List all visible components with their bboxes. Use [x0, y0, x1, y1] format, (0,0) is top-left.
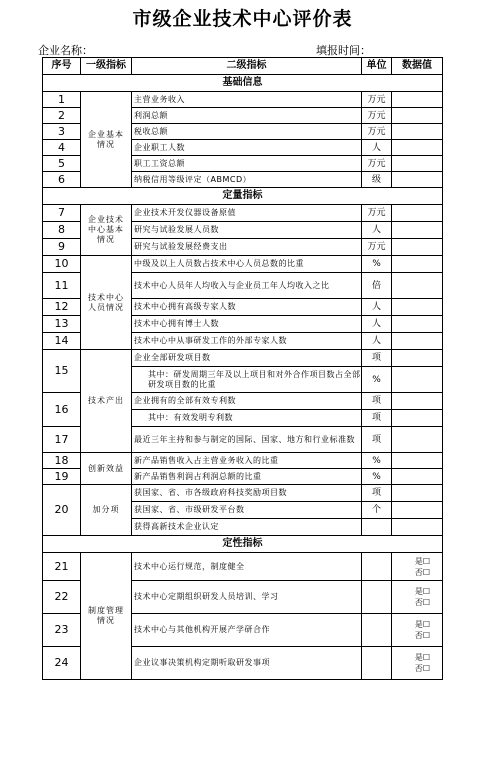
header-unit: 单位	[362, 58, 392, 75]
no-checkbox[interactable]: 否☐	[414, 598, 430, 607]
row-no: 22	[43, 581, 81, 614]
indicator-cell: 新产品销售利润占利润总额的比重	[132, 469, 362, 485]
header-level2: 二级指标	[132, 58, 362, 75]
indicator-cell: 其中：有效发明专利数	[132, 410, 362, 427]
unit-cell: 项	[362, 485, 392, 502]
indicator-cell: 技术中心拥有博士人数	[132, 316, 362, 333]
table-row	[43, 553, 443, 581]
value-cell[interactable]	[392, 156, 443, 172]
category-cell: 加分项	[81, 485, 132, 536]
category-cell: 企业技术中心基本情况	[81, 205, 132, 256]
unit-cell	[362, 519, 392, 536]
value-cell[interactable]	[392, 453, 443, 469]
unit-cell: %	[362, 453, 392, 469]
unit-cell: 人	[362, 222, 392, 239]
unit-cell: 倍	[362, 273, 392, 299]
unit-cell: 人	[362, 140, 392, 156]
value-cell[interactable]	[392, 333, 443, 350]
row-no: 9	[43, 239, 81, 256]
unit-cell: 个	[362, 502, 392, 519]
no-checkbox[interactable]: 否☐	[414, 567, 430, 577]
unit-cell: 项	[362, 427, 392, 453]
value-cell[interactable]	[392, 239, 443, 256]
row-no: 19	[43, 469, 81, 485]
unit-cell: 项	[362, 410, 392, 427]
evaluation-table	[42, 57, 443, 680]
value-cell[interactable]	[392, 273, 443, 299]
indicator-cell: 主营业务收入	[132, 92, 362, 108]
row-no: 15	[43, 350, 81, 393]
unit-cell	[362, 581, 392, 614]
indicator-cell: 获国家、省、市各级政府科技奖励项目数	[132, 485, 362, 502]
value-cell[interactable]	[392, 316, 443, 333]
unit-cell: %	[362, 367, 392, 393]
row-no: 21	[43, 553, 81, 581]
indicator-cell: 其中：研发周期三年及以上项目和对外合作项目数占全部研发项目数的比重	[132, 367, 362, 393]
unit-cell	[362, 647, 392, 680]
row-no: 11	[43, 273, 81, 299]
indicator-cell: 技术中心人员年人均收入与企业员工年人均收入之比	[132, 273, 362, 299]
indicator-cell: 获国家、省、市级研发平台数	[132, 502, 362, 519]
value-cell[interactable]	[392, 256, 443, 273]
unit-cell: 人	[362, 316, 392, 333]
table-row	[43, 453, 443, 469]
value-cell[interactable]	[392, 367, 443, 393]
indicator-cell: 企业拥有的全部有效专利数	[132, 393, 362, 410]
row-no: 10	[43, 256, 81, 273]
category-cell: 技术产出	[81, 350, 132, 453]
table-row	[43, 485, 443, 502]
table-row	[43, 205, 443, 222]
indicator-cell: 职工工资总额	[132, 156, 362, 172]
value-cell[interactable]	[392, 519, 443, 536]
indicator-cell: 研究与试验发展人员数	[132, 222, 362, 239]
indicator-cell: 技术中心中从事研发工作的外部专家人数	[132, 333, 362, 350]
row-no: 24	[43, 647, 81, 680]
indicator-cell: 技术中心拥有高级专家人数	[132, 299, 362, 316]
value-cell[interactable]	[392, 222, 443, 239]
yes-checkbox[interactable]: 是☐	[414, 556, 430, 566]
value-cell[interactable]	[392, 92, 443, 108]
indicator-cell: 纳税信用等级评定（ABMCD）	[132, 172, 362, 188]
row-no: 4	[43, 140, 81, 156]
row-no: 7	[43, 205, 81, 222]
value-cell[interactable]	[392, 299, 443, 316]
section-qual: 定性指标	[43, 536, 443, 553]
table-row	[43, 350, 443, 367]
indicator-cell: 获得高新技术企业认定	[132, 519, 362, 536]
unit-cell: 项	[362, 350, 392, 367]
unit-cell: 万元	[362, 92, 392, 108]
table-row	[43, 256, 443, 273]
indicator-cell: 利润总额	[132, 108, 362, 124]
no-checkbox[interactable]: 否☐	[414, 631, 430, 640]
unit-cell: 万元	[362, 239, 392, 256]
company-name-label: 企业名称：	[38, 44, 93, 57]
row-no: 12	[43, 299, 81, 316]
fill-date-label: 填报时间：	[316, 44, 371, 57]
header-row	[43, 58, 443, 75]
yes-no-cell[interactable]	[392, 614, 443, 647]
category-cell: 制度管理情况	[81, 553, 132, 680]
page-title: 市级企业技术中心评价表	[132, 8, 353, 30]
value-cell[interactable]	[392, 393, 443, 410]
row-no: 20	[43, 485, 81, 536]
category-cell: 技术中心人员情况	[81, 256, 132, 350]
value-cell[interactable]	[392, 108, 443, 124]
row-no: 5	[43, 156, 81, 172]
yes-checkbox[interactable]: 是☐	[414, 620, 430, 629]
value-cell[interactable]	[392, 172, 443, 188]
unit-cell: 级	[362, 172, 392, 188]
unit-cell: 万元	[362, 108, 392, 124]
row-no: 14	[43, 333, 81, 350]
category-cell: 创新效益	[81, 453, 132, 485]
yes-no-cell[interactable]	[392, 647, 443, 680]
unit-cell: 万元	[362, 156, 392, 172]
row-no: 16	[43, 393, 81, 427]
no-checkbox[interactable]: 否☐	[414, 664, 430, 673]
table-row	[43, 92, 443, 108]
row-no: 1	[43, 92, 81, 108]
value-cell[interactable]	[392, 350, 443, 367]
value-cell[interactable]	[392, 502, 443, 519]
indicator-cell: 中级及以上人员数占技术中心人员总数的比重	[132, 256, 362, 273]
indicator-cell: 研究与试验发展经费支出	[132, 239, 362, 256]
row-no: 13	[43, 316, 81, 333]
value-cell[interactable]	[392, 124, 443, 140]
category-cell: 企业基本情况	[81, 92, 132, 188]
header-level1: 一级指标	[81, 58, 132, 75]
indicator-cell: 最近三年主持和参与制定的国际、国家、地方和行业标准数	[132, 427, 362, 453]
unit-cell: 人	[362, 333, 392, 350]
unit-cell: 项	[362, 393, 392, 410]
unit-cell: 人	[362, 299, 392, 316]
header-value: 数据值	[392, 58, 443, 75]
unit-cell: %	[362, 469, 392, 485]
indicator-cell: 企业职工人数	[132, 140, 362, 156]
indicator-cell: 企业技术开发仪器设备原值	[132, 205, 362, 222]
indicator-cell: 新产品销售收入占主营业务收入的比重	[132, 453, 362, 469]
value-cell[interactable]	[392, 140, 443, 156]
yes-checkbox[interactable]: 是☐	[414, 653, 430, 662]
unit-cell: 万元	[362, 205, 392, 222]
row-no: 23	[43, 614, 81, 647]
row-no: 6	[43, 172, 81, 188]
yes-checkbox[interactable]: 是☐	[414, 587, 430, 596]
row-no: 8	[43, 222, 81, 239]
indicator-cell: 税收总额	[132, 124, 362, 140]
row-no: 2	[43, 108, 81, 124]
indicator-cell: 企业议事决策机构定期听取研发事项	[132, 647, 362, 680]
indicator-cell: 技术中心定期组织研发人员培训、学习	[132, 581, 362, 614]
indicator-cell: 技术中心与其他机构开展产学研合作	[132, 614, 362, 647]
row-no: 17	[43, 427, 81, 453]
value-cell[interactable]	[392, 469, 443, 485]
unit-cell	[362, 553, 392, 581]
section-quant: 定量指标	[43, 188, 443, 205]
indicator-cell: 企业全部研发项目数	[132, 350, 362, 367]
value-cell[interactable]	[392, 205, 443, 222]
indicator-cell: 技术中心运行规范，制度健全	[132, 553, 362, 581]
yes-no-cell[interactable]	[392, 553, 443, 581]
row-no: 3	[43, 124, 81, 140]
value-cell[interactable]	[392, 485, 443, 502]
unit-cell: %	[362, 256, 392, 273]
section-basic: 基础信息	[43, 75, 443, 92]
header-no: 序号	[43, 58, 81, 75]
value-cell[interactable]	[392, 410, 443, 427]
yes-no-cell[interactable]	[392, 581, 443, 614]
unit-cell	[362, 614, 392, 647]
value-cell[interactable]	[392, 427, 443, 453]
row-no: 18	[43, 453, 81, 469]
unit-cell: 万元	[362, 124, 392, 140]
